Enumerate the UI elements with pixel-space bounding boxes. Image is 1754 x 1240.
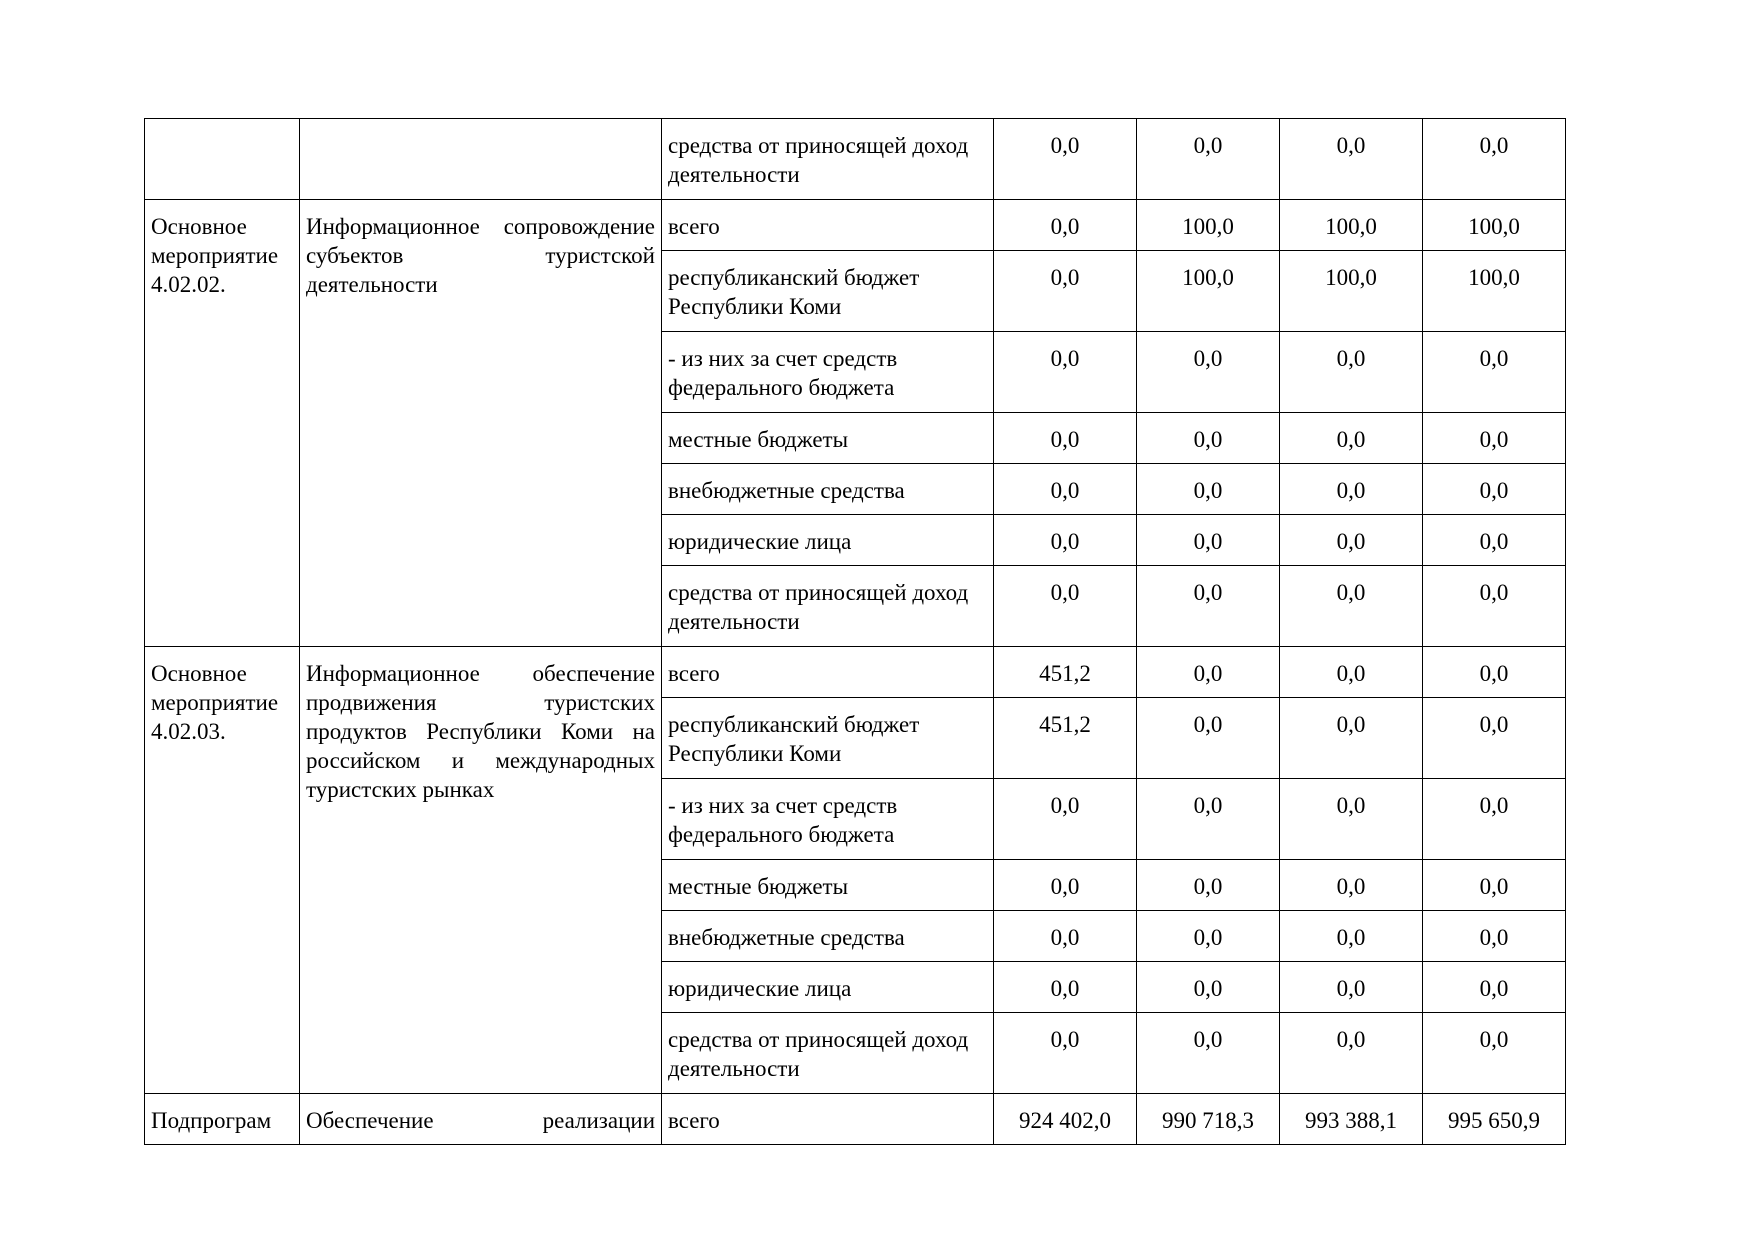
value-cell: 0,0 [1423, 698, 1566, 779]
value-cell: 0,0 [1137, 119, 1280, 200]
table-row [145, 1094, 1566, 1145]
source-cell: республиканский бюджет Республики Коми [662, 251, 994, 332]
value-cell: 995 650,9 [1423, 1094, 1566, 1145]
value-cell: 0,0 [1137, 860, 1280, 911]
value-cell: 0,0 [1280, 911, 1423, 962]
value-cell: 0,0 [1137, 566, 1280, 647]
event-code-line: мероприятие [151, 243, 279, 268]
value-cell: 0,0 [1423, 1013, 1566, 1094]
value-cell: 100,0 [1423, 200, 1566, 251]
source-cell: всего [662, 200, 994, 251]
value-cell: 990 718,3 [1137, 1094, 1280, 1145]
event-name-cell: Информационное сопровождение субъектов туристской деятельности [300, 200, 662, 647]
event-code-cell [145, 647, 300, 1094]
name-cell [300, 119, 662, 200]
value-cell: 0,0 [1280, 962, 1423, 1013]
value-cell: 0,0 [1137, 332, 1280, 413]
value-cell: 0,0 [994, 200, 1137, 251]
source-cell: всего [662, 647, 994, 698]
value-cell: 0,0 [1137, 1013, 1280, 1094]
subprogram-name-word: Обеспечение [306, 1108, 434, 1133]
source-cell: местные бюджеты [662, 860, 994, 911]
value-cell: 0,0 [1280, 698, 1423, 779]
value-cell: 0,0 [994, 911, 1137, 962]
budget-table [144, 118, 1566, 1145]
value-cell: 0,0 [1423, 332, 1566, 413]
table-row [145, 647, 1566, 698]
value-cell: 0,0 [1423, 515, 1566, 566]
value-cell: 0,0 [1137, 698, 1280, 779]
value-cell: 0,0 [994, 332, 1137, 413]
value-cell: 0,0 [1423, 119, 1566, 200]
value-cell: 0,0 [994, 464, 1137, 515]
value-cell: 0,0 [1137, 464, 1280, 515]
value-cell: 0,0 [1423, 779, 1566, 860]
source-cell: республиканский бюджет Республики Коми [662, 698, 994, 779]
value-cell: 0,0 [1137, 413, 1280, 464]
value-cell: 0,0 [1423, 860, 1566, 911]
subprogram-name-word: реализации [542, 1108, 655, 1133]
value-cell: 0,0 [1423, 464, 1566, 515]
source-cell: местные бюджеты [662, 413, 994, 464]
value-cell: 0,0 [1280, 860, 1423, 911]
event-code-line: Основное [151, 214, 247, 239]
value-cell: 451,2 [994, 698, 1137, 779]
source-cell: внебюджетные средства [662, 911, 994, 962]
value-cell: 0,0 [1423, 647, 1566, 698]
value-cell: 0,0 [994, 1013, 1137, 1094]
source-cell: всего [662, 1094, 994, 1145]
value-cell: 0,0 [994, 566, 1137, 647]
source-cell: юридические лица [662, 515, 994, 566]
event-code-line: 4.02.03. [151, 719, 226, 744]
event-code-line: мероприятие [151, 690, 279, 715]
value-cell: 0,0 [994, 515, 1137, 566]
value-cell: 0,0 [1280, 332, 1423, 413]
table-row [145, 119, 1566, 200]
value-cell: 0,0 [1137, 515, 1280, 566]
source-cell: юридические лица [662, 962, 994, 1013]
value-cell: 0,0 [994, 779, 1137, 860]
value-cell: 0,0 [994, 251, 1137, 332]
source-cell: средства от приносящей доход деятельности [662, 119, 994, 200]
value-cell: 0,0 [1137, 962, 1280, 1013]
value-cell: 993 388,1 [1280, 1094, 1423, 1145]
value-cell: 0,0 [994, 860, 1137, 911]
value-cell: 0,0 [1280, 566, 1423, 647]
value-cell: 0,0 [1423, 413, 1566, 464]
value-cell: 100,0 [1280, 251, 1423, 332]
value-cell: 100,0 [1137, 200, 1280, 251]
value-cell: 100,0 [1137, 251, 1280, 332]
value-cell: 0,0 [1423, 566, 1566, 647]
value-cell: 0,0 [1280, 464, 1423, 515]
value-cell: 0,0 [1423, 911, 1566, 962]
value-cell: 0,0 [994, 962, 1137, 1013]
event-code-cell [145, 200, 300, 647]
value-cell: 100,0 [1423, 251, 1566, 332]
source-cell: средства от приносящей доход деятельности [662, 566, 994, 647]
source-cell: - из них за счет средств федерального бюджета [662, 332, 994, 413]
value-cell: 0,0 [1280, 515, 1423, 566]
subprogram-name-cell [300, 1094, 662, 1145]
source-cell: внебюджетные средства [662, 464, 994, 515]
event-name-cell: Информационное обеспечение продвижения туристских продуктов Республики Коми на российском и международных туристских рынках [300, 647, 662, 1094]
value-cell: 0,0 [1280, 647, 1423, 698]
value-cell: 0,0 [1137, 779, 1280, 860]
value-cell: 924 402,0 [994, 1094, 1137, 1145]
value-cell: 0,0 [1137, 647, 1280, 698]
subprogram-code-cell: Подпрограм [145, 1094, 300, 1145]
value-cell: 0,0 [1280, 119, 1423, 200]
value-cell: 0,0 [1280, 1013, 1423, 1094]
value-cell: 451,2 [994, 647, 1137, 698]
value-cell: 0,0 [994, 413, 1137, 464]
code-cell [145, 119, 300, 200]
value-cell: 0,0 [994, 119, 1137, 200]
source-cell: средства от приносящей доход деятельности [662, 1013, 994, 1094]
value-cell: 0,0 [1423, 962, 1566, 1013]
value-cell: 0,0 [1137, 911, 1280, 962]
value-cell: 100,0 [1280, 200, 1423, 251]
event-code-line: 4.02.02. [151, 272, 226, 297]
value-cell: 0,0 [1280, 413, 1423, 464]
value-cell: 0,0 [1280, 779, 1423, 860]
event-code-line: Основное [151, 661, 247, 686]
source-cell: - из них за счет средств федерального бюджета [662, 779, 994, 860]
table-row [145, 200, 1566, 251]
